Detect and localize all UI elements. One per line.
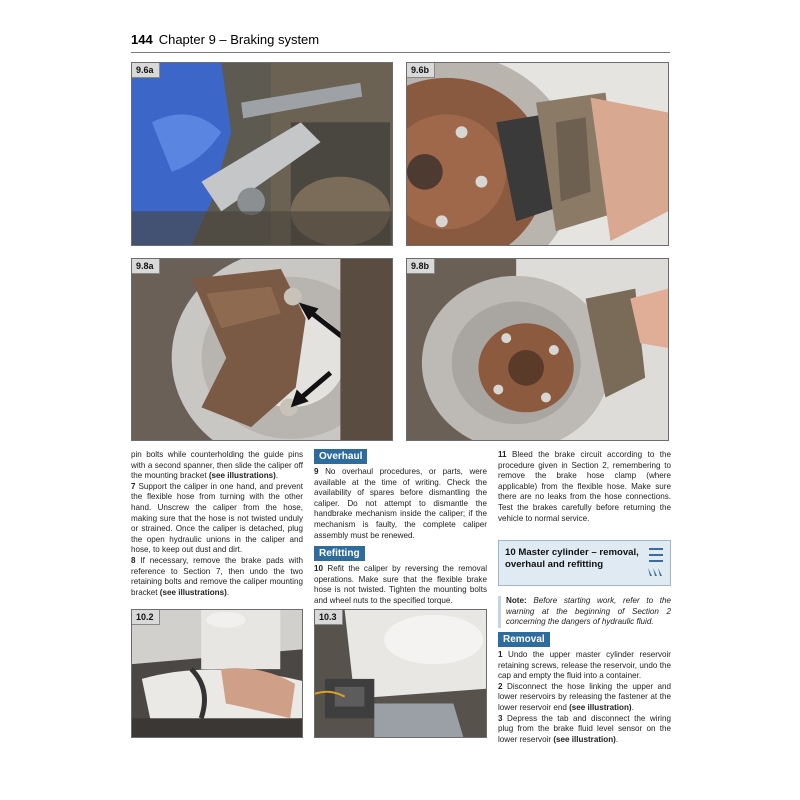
warning-note xyxy=(498,596,671,628)
figure-9-6b xyxy=(406,62,669,246)
text-column-2 xyxy=(314,449,487,607)
section-title: 10 Master cylinder – removal, overhaul and refitting xyxy=(505,547,639,570)
note-text: Before starting work, refer to the warning at the beginning of Section 2 concerning the dangers of hydraulic fluid. xyxy=(506,596,671,627)
figure-label: 9.6a xyxy=(132,63,160,78)
figure-10-2 xyxy=(131,609,303,738)
text-column-3 xyxy=(498,450,671,524)
figure-9-8a xyxy=(131,258,393,441)
removal-section xyxy=(498,632,671,745)
page-header xyxy=(131,31,670,53)
figure-label: 10.3 xyxy=(315,610,343,625)
figure-9-8b xyxy=(406,258,669,441)
paragraph-step-2: 2 Disconnect the hose linking the upper and lower reservoirs by releasing the fastener at the lower reservoir end (see illustration). xyxy=(498,681,671,712)
paragraph-step-9: 9 No overhaul procedures, or parts, were available at the time of writing. Check the availability of spares before dismantling the caliper. Do not attempt to dismantle the handbrake mechanism inside the caliper; if the mechanism is faulty, the complete caliper assembly must be renewed. xyxy=(314,467,487,540)
paragraph: pin bolts while counterholding the guide pins with a second spanner, then slide the caliper off the mounting bracket (see illustrations). xyxy=(131,450,303,481)
paragraph-step-8: 8 If necessary, remove the brake pads with reference to Section 7, then undo the two retaining bolts and remove the caliper mounting bracket (see illustrations). xyxy=(131,555,303,597)
figure-9-6a xyxy=(131,62,393,246)
page-number: 144 xyxy=(131,32,153,47)
note-label: Note: xyxy=(506,596,527,605)
figure-10-3 xyxy=(314,609,487,738)
paragraph-step-10: 10 Refit the caliper by reversing the removal operations. Make sure that the flexible brake hose is not twisted. Tighten the mounting bolts and wheel nuts to the specified torque. xyxy=(314,564,487,605)
figure-10-3-image xyxy=(315,610,486,737)
paragraph-step-11: 11 Bleed the brake circuit according to the procedure given in Section 2, remembering to remove the brake hose clamp (where applicable) from the flexible hose. Make sure there are no leaks from the hose connections. Test the brakes carefully before returning the vehicle to normal service. xyxy=(498,450,671,523)
chapter-title: Chapter 9 – Braking system xyxy=(158,32,320,47)
section-heading-box xyxy=(498,540,671,586)
header-rule xyxy=(131,52,670,53)
figure-10-2-image xyxy=(132,610,302,737)
overhaul-heading: Overhaul xyxy=(314,449,367,464)
figure-9-8a-image xyxy=(132,259,392,440)
figure-label: 9.6b xyxy=(407,63,435,78)
paragraph-step-3: 3 Depress the tab and disconnect the wiring plug from the brake fluid level sensor on the lower reservoir (see illustration). xyxy=(498,713,671,744)
figure-label: 9.8b xyxy=(407,259,435,274)
difficulty-rating-icon xyxy=(646,546,666,584)
paragraph-step-7: 7 Support the caliper in one hand, and prevent the flexible hose from turning with the other hand. Unscrew the caliper from the hose, making sure that the hose is not twisted unduly or strained. Once the caliper is detached, plug the open hydraulic unions in the caliper and hose, to keep out dust and dirt. xyxy=(131,481,303,555)
figure-label: 10.2 xyxy=(132,610,160,625)
text-column-1 xyxy=(131,450,303,598)
figure-9-8b-image xyxy=(407,259,668,440)
refitting-heading: Refitting xyxy=(314,546,365,561)
removal-heading: Removal xyxy=(498,632,550,647)
figure-9-6b-image xyxy=(407,63,668,245)
figure-label: 9.8a xyxy=(132,259,160,274)
paragraph-step-1: 1 Undo the upper master cylinder reservoir retaining screws, release the reservoir, undo the cap and empty the fluid into a container. xyxy=(498,650,671,681)
figure-9-6a-image xyxy=(132,63,392,245)
